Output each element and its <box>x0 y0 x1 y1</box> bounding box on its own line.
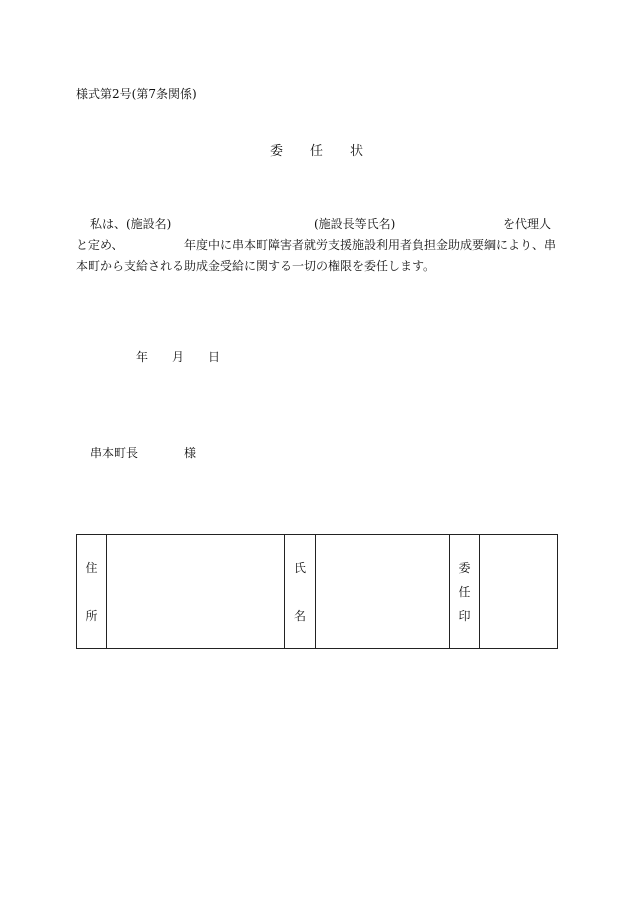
title-char-3: 状 <box>350 144 364 159</box>
date-year: 年 <box>136 350 149 364</box>
statement-line-3-text: 本町から支給される助成金受給に関する一切の権限を委任します。 <box>76 259 436 273</box>
addressee <box>90 444 196 461</box>
statement-line-2-suffix: 年度中に串本町障害者就労支援施設利用者負担金助成要綱により、串 <box>184 238 557 252</box>
date-day: 日 <box>208 350 221 364</box>
document-title <box>270 140 363 159</box>
seal-label-char-1: 委 <box>458 561 471 575</box>
statement-line-1 <box>76 214 556 235</box>
director-name-label: (施設長等氏名) <box>314 217 396 231</box>
delegation-statement <box>76 214 556 277</box>
agent-phrase: を代理人 <box>503 217 552 231</box>
address-label-cell <box>77 535 107 649</box>
addressee-name: 串本町長 <box>90 446 139 460</box>
statement-line-2-prefix: と定め、 <box>76 238 124 252</box>
addressee-honorific: 様 <box>184 446 197 460</box>
seal-field[interactable] <box>480 535 558 649</box>
date-month: 月 <box>172 350 185 364</box>
signature-table <box>76 534 558 649</box>
title-char-1: 委 <box>270 144 284 159</box>
seal-label-char-3: 印 <box>458 609 471 623</box>
facility-name-label: 私は、(施設名) <box>90 217 172 231</box>
address-label-char-1: 住 <box>85 561 98 575</box>
address-label-char-2: 所 <box>85 609 98 623</box>
seal-label-cell <box>450 535 480 649</box>
name-label-cell <box>285 535 316 649</box>
seal-label-char-2: 任 <box>458 585 471 599</box>
name-field[interactable] <box>316 535 450 649</box>
name-label-char-1: 氏 <box>293 561 306 575</box>
form-number: 様式第2号(第7条関係) <box>76 87 197 101</box>
title-char-2: 任 <box>310 144 324 159</box>
address-field[interactable] <box>107 535 285 649</box>
signature-row <box>77 535 558 649</box>
statement-line-2 <box>76 235 556 256</box>
statement-line-3 <box>76 256 556 277</box>
name-label-char-2: 名 <box>293 609 306 623</box>
